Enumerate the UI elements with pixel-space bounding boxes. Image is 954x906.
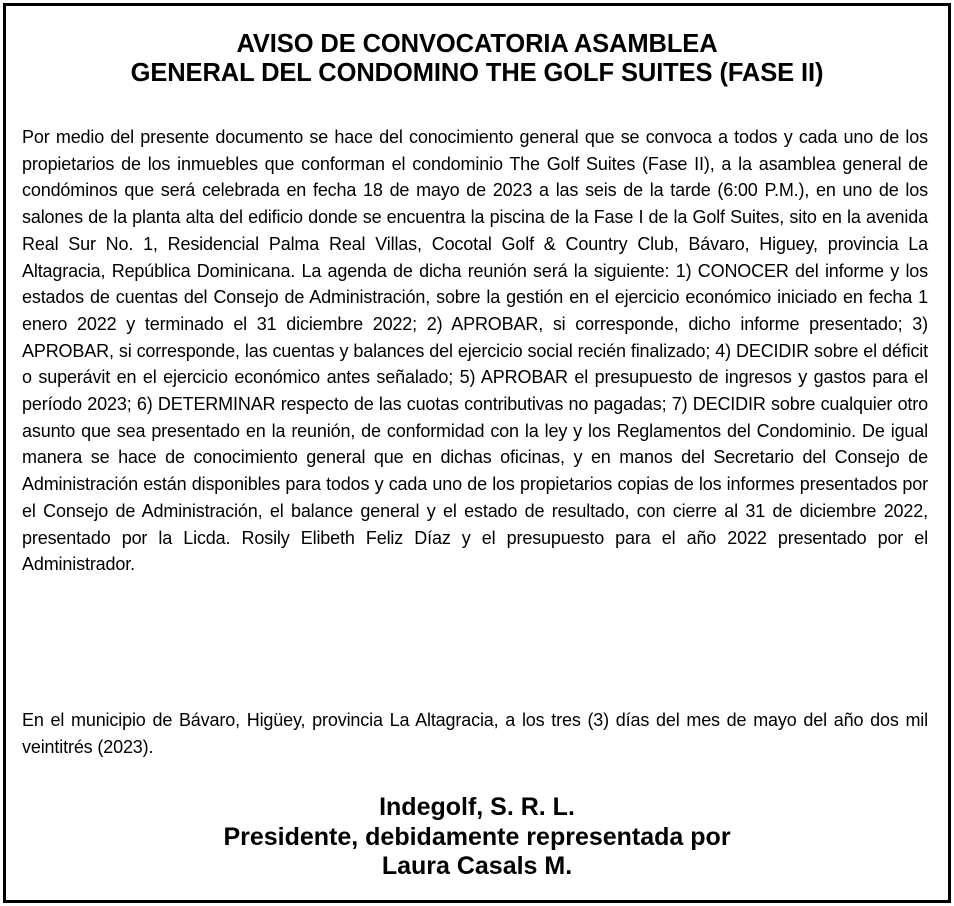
notice-title xyxy=(6,30,948,88)
place-date-paragraph: En el municipio de Bávaro, Higüey, provincia La Altagracia, a los tres (3) días del mes de mayo del año dos mil veintitrés (2023). xyxy=(22,710,928,757)
title-line-2: GENERAL DEL CONDOMINO THE GOLF SUITES (FASE II) xyxy=(130,59,824,87)
notice-box xyxy=(3,3,951,903)
convocation-paragraph: Por medio del presente documento se hace del conocimiento general que se convoca a todos y cada uno de los propietarios de los inmuebles que conforman el condominio The Golf Suites (Fase II), a la asamblea general de condóminos que será celebrada en fecha 18 de mayo de 2023 a las seis de la tarde (6:00 P.M.), en uno de los salones de la planta alta del edificio donde se encuentra la piscina de la Fase I de la Golf Suites, sito en la avenida Real Sur No. 1, Residencial Palma Real Villas, Cocotal Golf & Country Club, Bávaro, Higuey, provincia La Altagracia, República Dominicana. La agenda de dicha reunión será la siguiente: 1) CONOCER del informe y los estados de cuentas del Consejo de Administración, sobre la gestión en el ejercicio económico iniciado en fecha 1 enero 2022 y terminado el 31 diciembre 2022; 2) APROBAR, si corresponde, dicho informe presentado; 3) APROBAR, si corresponde, las cuentas y balances del ejercicio social recién finalizado; 4) DECIDIR sobre el déficit o superávit en el ejercicio económico antes señalado; 5) APROBAR el presupuesto de ingresos y gastos para el período 2023; 6) DETERMINAR respecto de las cuotas contributivas no pagadas; 7) DECIDIR sobre cualquier otro asunto que sea presentado en la reunión, de conformidad con la ley y los Reglamentos del Condominio. De igual manera se hace de conocimiento general que en dichas oficinas, y en manos del Secretario del Consejo de Administración están disponibles para todos y cada uno de los propietarios copias de los informes presentados por el Consejo de Administración, el balance general y el estado de resultado, con cierre al 31 de diciembre 2022, presentado por la Licda. Rosily Elibeth Feliz Díaz y el presupuesto para el año 2022 presentado por el Administrador. xyxy=(22,127,928,575)
signature-company: Indegolf, S. R. L. xyxy=(379,793,575,821)
signature-block xyxy=(6,793,948,882)
signature-role: Presidente, debidamente representada por xyxy=(223,822,731,851)
signature-name: Laura Casals M. xyxy=(381,852,573,880)
title-line-1: AVISO DE CONVOCATORIA ASAMBLEA xyxy=(236,30,718,58)
